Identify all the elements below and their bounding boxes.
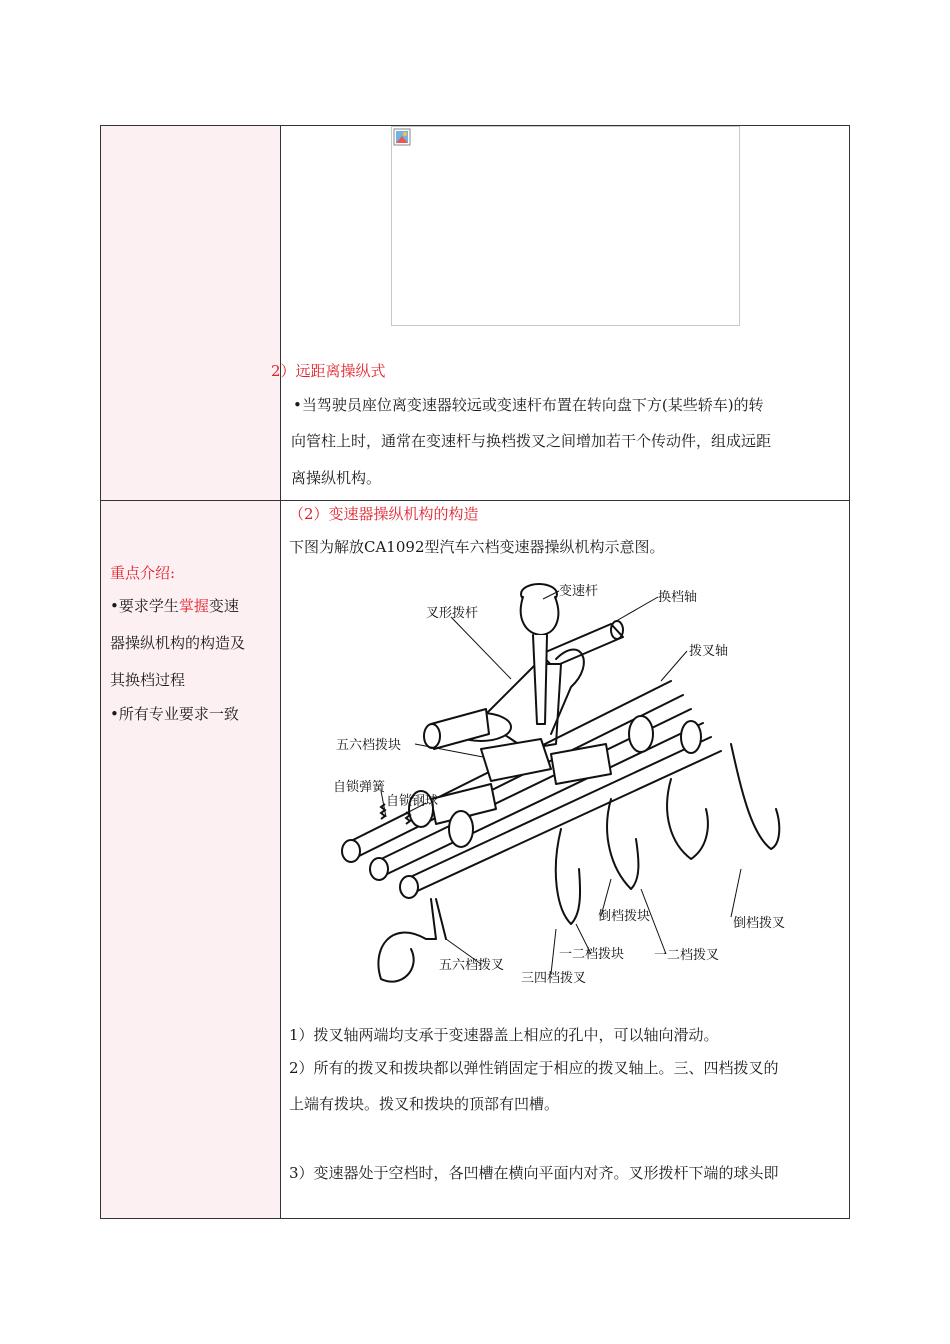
content-cell bbox=[281, 501, 849, 1218]
broken-image-icon bbox=[393, 128, 411, 146]
note-line bbox=[110, 597, 239, 615]
label-lock-ball: 自锁钢球 bbox=[386, 794, 439, 809]
label-fork-lever: 叉形拨杆 bbox=[426, 606, 479, 621]
lesson-table bbox=[100, 125, 850, 1219]
label-shift-shaft: 换档轴 bbox=[658, 590, 698, 605]
note-text: •要求学生 bbox=[110, 597, 179, 615]
note-text: 变速 bbox=[208, 597, 239, 615]
label-gear-lever: 变速杆 bbox=[559, 584, 599, 599]
label-fork-12: 一二档拨叉 bbox=[654, 948, 720, 963]
label-block-12: 一二档拨块 bbox=[559, 947, 625, 962]
key-points-heading: 重点介绍: bbox=[110, 564, 176, 582]
intro-text: 下图为解放CA1092型汽车六档变速器操纵机构示意图。 bbox=[289, 538, 665, 556]
table-row bbox=[101, 126, 849, 501]
section-title: （2）变速器操纵机构的构造 bbox=[289, 505, 479, 523]
paragraph-line: 离操纵机构。 bbox=[291, 469, 382, 487]
label-lock-spring: 自锁弹簧 bbox=[333, 780, 386, 795]
note-line: 其换档过程 bbox=[110, 671, 186, 689]
label-fork-shaft: 拨叉轴 bbox=[689, 644, 729, 659]
note-highlight: 掌握 bbox=[178, 597, 209, 615]
broken-image bbox=[391, 126, 740, 326]
shift-mechanism-diagram bbox=[311, 569, 821, 997]
label-reverse-block: 倒档拨块 bbox=[598, 909, 651, 924]
content-cell bbox=[271, 126, 849, 500]
paragraph-line: 向管柱上时，通常在变速杆与换档拨叉之间增加若干个传动件，组成远距 bbox=[291, 432, 772, 450]
label-block-56: 五六档拨块 bbox=[336, 738, 402, 753]
subheading-remote: 2）远距离操纵式 bbox=[271, 362, 386, 380]
note-line: •所有专业要求一致 bbox=[110, 705, 239, 723]
shift-mechanism-figure bbox=[311, 569, 821, 997]
point-line: 上端有拨块。拨叉和拨块的顶部有凹槽。 bbox=[289, 1095, 560, 1113]
point-line: 3）变速器处于空档时，各凹槽在横向平面内对齐。叉形拨杆下端的球头即 bbox=[289, 1164, 779, 1182]
label-fork-56: 五六档拨叉 bbox=[439, 958, 505, 973]
note-line: 器操纵机构的构造及 bbox=[110, 634, 246, 652]
label-reverse-fork: 倒档拨叉 bbox=[733, 916, 786, 931]
notes-cell bbox=[101, 126, 281, 500]
table-row bbox=[101, 501, 849, 1218]
notes-cell bbox=[101, 501, 281, 1218]
point-line: 1）拨叉轴两端均支承于变速器盖上相应的孔中，可以轴向滑动。 bbox=[289, 1026, 719, 1044]
label-fork-34: 三四档拨叉 bbox=[521, 971, 587, 986]
point-line: 2）所有的拨叉和拨块都以弹性销固定于相应的拨叉轴上。三、四档拨叉的 bbox=[289, 1059, 779, 1077]
paragraph-line: •当驾驶员座位离变速器较远或变速杆布置在转向盘下方(某些轿车)的转 bbox=[293, 396, 764, 414]
